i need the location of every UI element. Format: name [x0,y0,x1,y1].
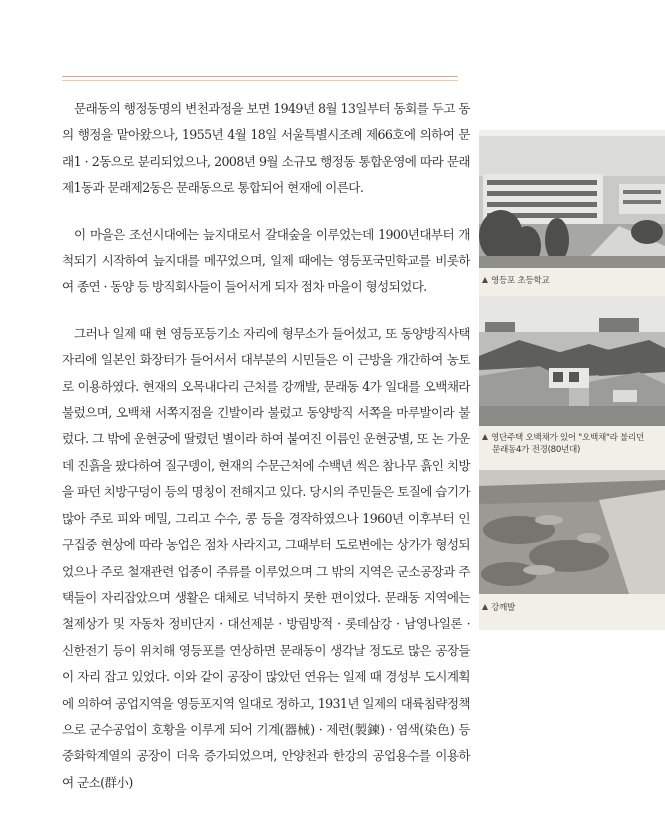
triangle-marker-icon [482,277,488,283]
photo-rooftops [479,296,665,426]
paragraph-3: 그러나 일제 때 현 영등포등기소 자리에 형무소가 들어섰고, 또 동양방직사택자리에 일본인 화장터가 들어서서 대부분의 시민들은 이 근방을 개간하여 농토로 이용하였다. 현재의 오목내다리 근처를 강깨발, 문래동 4가 일대를 오백채라 불렀으며, 오백채 서쪽지점을 긴발이라 불렀고 동양방직 서쪽을 마루발이라 불렀다. 그 밖에 운현궁에 딸렸던 별이라 하여 붙여진 이름인 운현궁별, 또 논 가운데 진흙을 팠다하여 질구뎅이, 현재의 수문근처에 수백년 씩은 참나무 흙인 치방을 파던 치방구덩이 등의 명칭이 전해지고 있다. 당시의 주민들은 토질에 습기가 많아 주로 피와 메밀, 그리고 수수, 콩 등을 경작하였으나 1960년 이후부터 인구집중 현상에 따라 농업은 점차 사라지고, 그때부터 도로변에는 상가가 형성되었으나 주로 철재관련 업종이 주류를 이루었으며 그 밖의 지역은 군소공장과 주택들이 자리잡았으며 생활은 대체로 넉넉하지 못한 편이었다. 문래동 지역에는 철제상가 및 자동차 정비단지 · 대선제분 · 방림방적 · 롯데삼강 · 남영나일론 · 신한전기 등이 위치해 영등포를 연상하면 문래동이 생각날 정도로 많은 공장들이 자리 잡고 있었다. 이와 같이 공장이 많았던 연유는 일제 때 경성부 도시계획에 의하여 공업지역을 영등포지역 일대로 정하고, 1931년 일제의 대륙침략정책으로 군수공업이 호황을 이루게 되어 기계(器械) · 제련(製鍊) · 염색(染色) 등 중화학계열의 공장이 더욱 증가되었으며, 안양천과 한강의 공업용수를 이용하여 군소(群小) [62,325,470,790]
rooftops-photo-image [479,296,665,426]
header-rule [62,76,458,77]
caption-field: 강깨발 [482,602,660,614]
triangle-marker-icon [482,604,488,610]
photo-school [479,136,665,268]
caption-school: 영등포 초등학교 [482,275,660,287]
caption-rooftops: 영단주택 오백채가 있어 "오백채"라 불리던 문래동4가 전경(80년대) [482,432,660,456]
triangle-marker-icon [482,434,488,440]
article-body [62,96,470,796]
paragraph-1: 문래동의 행정동명의 변천과정을 보면 1949년 8월 13일부터 동회를 두고 동의 행정을 맡아왔으나, 1955년 4월 18일 서울특별시조례 제66호에 의하여 문래1 · 2동으로 분리되었으나, 2008년 9월 소규모 행정동 통합운영에 따라 문래제1동과 문래제2동은 문래동으로 통합되어 현재에 이른다. [62,101,470,196]
photo-field [479,470,665,594]
header-rule-thin [62,80,458,81]
field-photo-image [479,470,665,594]
paragraph-2: 이 마을은 조선시대에는 늪지대로서 갈대숲을 이루었는데 1900년대부터 개척되기 시작하여 늪지대를 메꾸었으며, 일제 때에는 영등포국민학교를 비롯하여 종연 · 동양 등 방직회사들이 들어서게 되자 점차 마을이 형성되었다. [62,226,470,295]
school-photo-image [479,136,665,268]
